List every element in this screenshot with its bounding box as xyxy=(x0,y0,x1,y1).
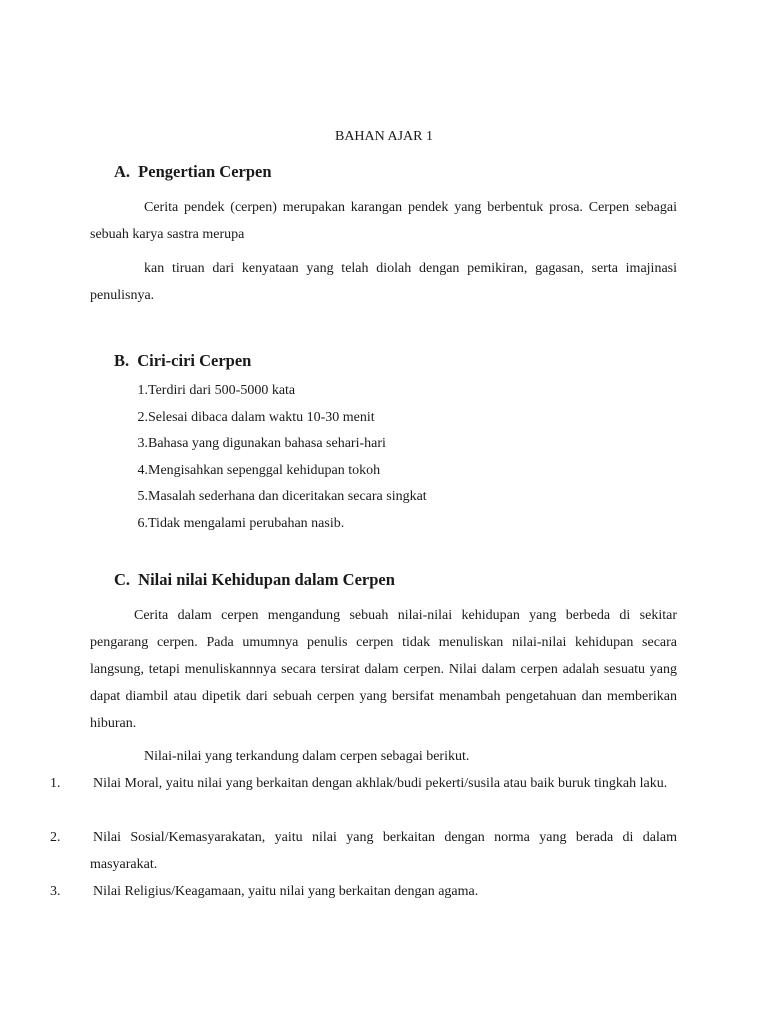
section-c-paragraph-2: Nilai-nilai yang terkandung dalam cerpen sebagai berikut. xyxy=(144,749,470,764)
section-a-heading xyxy=(114,162,272,182)
section-a-paragraph-1: Cerita pendek (cerpen) merupakan karangan pendek yang berbentuk prosa. Cerpen sebagai sebuah karya sastra merupa xyxy=(90,200,677,242)
document-title: BAHAN AJAR 1 xyxy=(334,129,433,144)
section-a-letter: A. xyxy=(114,162,131,181)
section-b-title: Ciri-ciri Cerpen xyxy=(137,351,252,370)
list-item: 3. Bahasa yang digunakan bahasa sehari-hari xyxy=(137,436,386,452)
section-c-letter: C. xyxy=(114,570,131,589)
list-item: 1. Terdiri dari 500-5000 kata xyxy=(137,383,296,398)
list-item: 6. Tidak mengalami perubahan nasib. xyxy=(137,515,345,531)
value-item-moral: 1. Nilai Moral, yaitu nilai yang berkaitan dengan akhlak/budi pekerti/susila atau baik buruk tingkah laku. xyxy=(50,776,668,791)
list-item: 4. Mengisahkan sepenggal kehidupan tokoh xyxy=(137,462,381,478)
section-a-title: Pengertian Cerpen xyxy=(138,162,272,181)
list-item: 2. Selesai dibaca dalam waktu 10-30 menit xyxy=(137,409,375,425)
value-item-social: 2. Nilai Sosial/Kemasyarakatan, yaitu nilai yang berkaitan dengan norma yang berada di dalam masyarakat. xyxy=(50,830,677,872)
characteristics-list xyxy=(104,382,427,542)
value-item-religious: 3. Nilai Religius/Keagamaan, yaitu nilai yang berkaitan dengan agama. xyxy=(50,884,479,899)
list-item: 5. Masalah sederhana dan diceritakan secara singkat xyxy=(137,489,427,505)
section-b-heading xyxy=(114,351,251,371)
section-c-title: Nilai nilai Kehidupan dalam Cerpen xyxy=(138,570,395,589)
section-a-paragraph-2: kan tiruan dari kenyataan yang telah diolah dengan pemikiran, gagasan, serta imajinasi penulisnya. xyxy=(90,261,677,303)
section-b-letter: B. xyxy=(114,351,130,370)
section-c-heading xyxy=(114,570,395,590)
section-c-paragraph-1: Cerita dalam cerpen mengandung sebuah nilai-nilai kehidupan yang berbeda di sekitar pengarang cerpen. Pada umumnya penulis cerpen tidak menuliskan nilai-nilai kehidupan secara langsung, tetapi menuliskannnya secara tersirat dalam cerpen. Nilai dalam cerpen adalah sesuatu yang dapat diambil atau dipetik dari sebuah cerpen yang bersifat menambah pengetahuan dan memberikan hiburan. xyxy=(90,608,677,731)
